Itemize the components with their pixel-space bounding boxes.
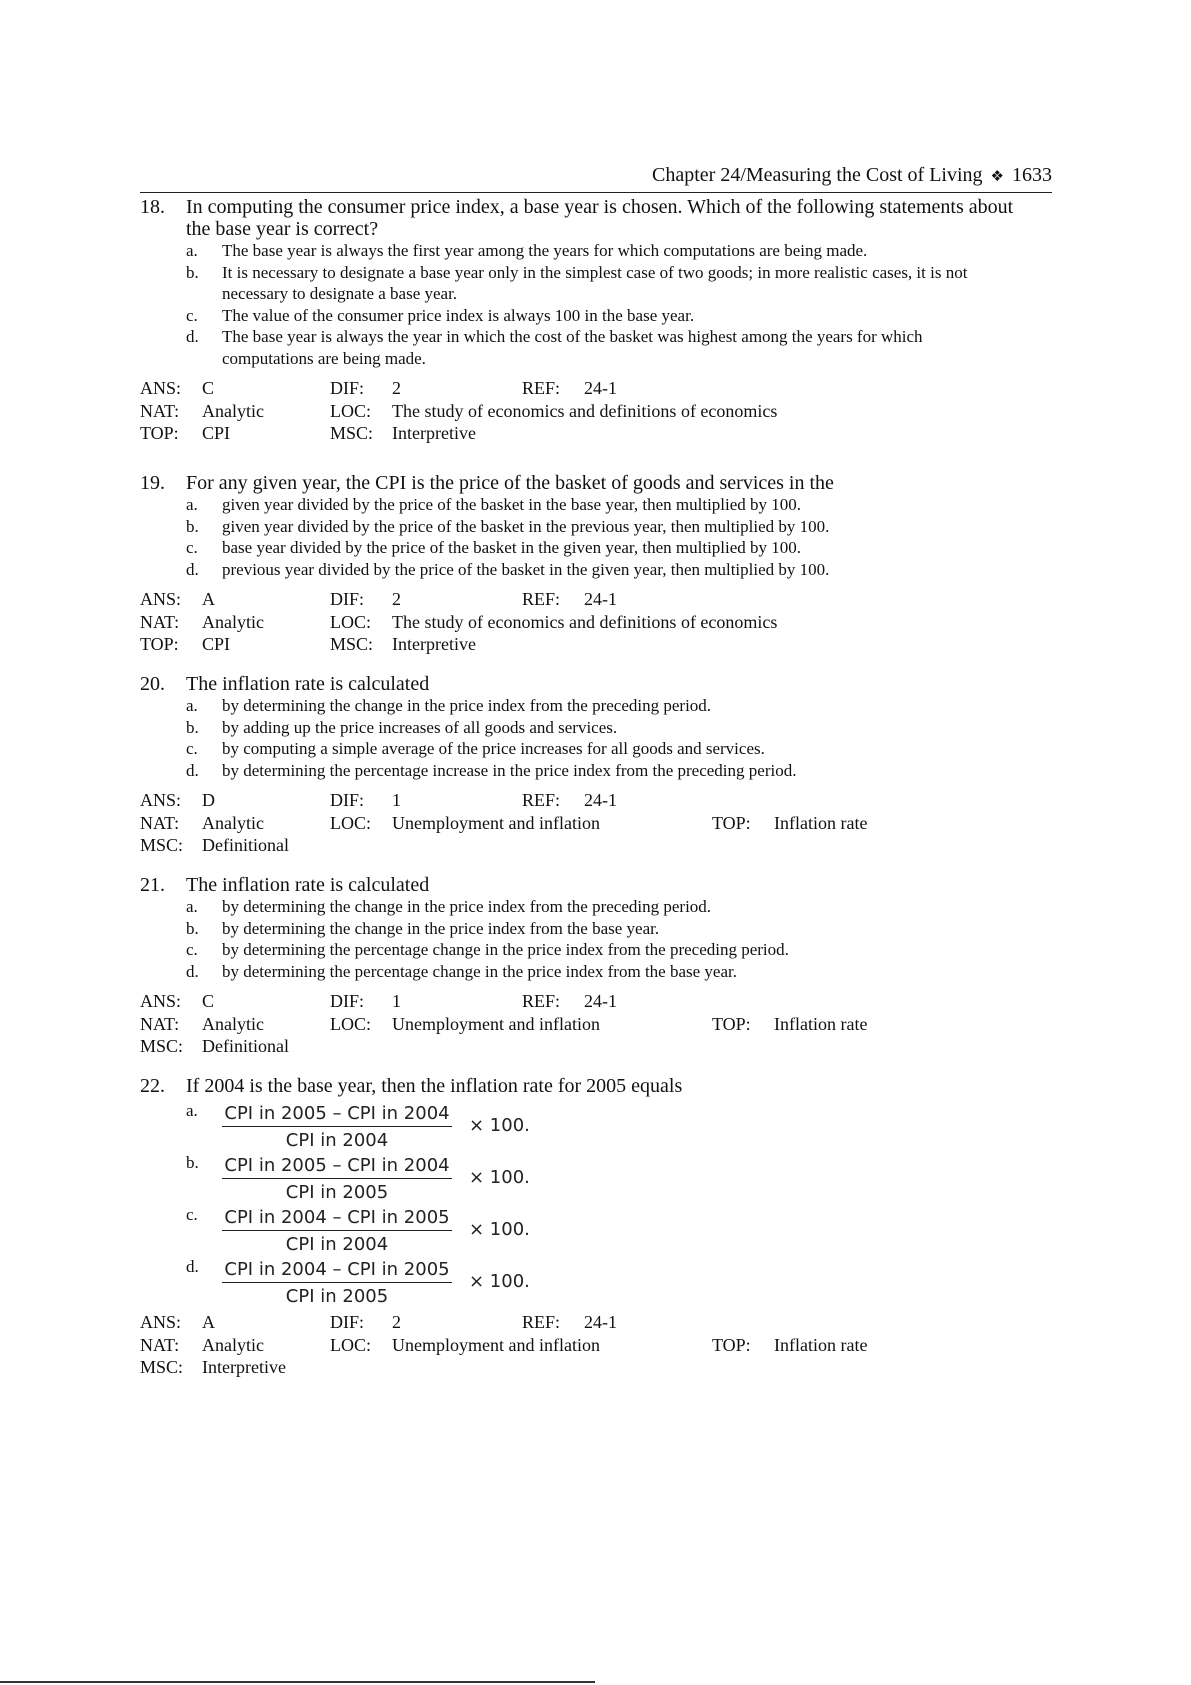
top-value: CPI <box>202 423 231 443</box>
option-text: by determining the change in the price index from the preceding period. <box>222 696 712 715</box>
question-text: In computing the consumer price index, a base year is chosen. Which of the following statements about the base year is correct? <box>186 196 1014 240</box>
option-letter: d. <box>186 961 199 981</box>
ans-value: A <box>202 589 215 609</box>
question-text: If 2004 is the base year, then the inflation rate for 2005 equals <box>186 1075 683 1097</box>
option-letter: d. <box>186 559 199 579</box>
nat-label: NAT: <box>140 1334 180 1355</box>
answer-option <box>186 760 1052 782</box>
nat-value: Analytic <box>202 611 264 632</box>
msc-value: Definitional <box>202 1036 289 1056</box>
dif-label: DIF: <box>330 589 365 609</box>
option-letter: b. <box>186 516 199 536</box>
loc-value: Unemployment and inflation <box>392 1013 600 1034</box>
option-letter: d. <box>186 327 199 346</box>
fraction <box>222 1103 530 1151</box>
top-value: Inflation rate <box>774 812 868 833</box>
option-text: It is necessary to designate a base year only in the simplest case of two goods; in more realistic cases, it is not necessary to designate a base year. <box>222 262 968 303</box>
option-text: by determining the percentage change in the price index from the base year. <box>222 961 737 981</box>
fraction-denominator: CPI in 2004 <box>285 1234 389 1255</box>
msc-value: Interpretive <box>392 634 476 654</box>
option-text: by computing a simple average of the price increases for all goods and services. <box>222 739 765 758</box>
answer-option <box>186 918 1052 940</box>
question-21 <box>140 874 1052 1058</box>
multiplier: × 100. <box>469 1219 530 1240</box>
answer-option <box>186 939 1052 961</box>
nat-value: Analytic <box>202 1013 264 1034</box>
question-metadata <box>140 789 1052 857</box>
question-19 <box>140 472 1052 656</box>
loc-value: Unemployment and inflation <box>392 812 600 833</box>
option-letter: b. <box>186 1153 199 1172</box>
msc-label: MSC: <box>140 835 184 855</box>
option-text: by determining the percentage increase in the price index from the preceding period. <box>222 760 797 780</box>
option-letter: c. <box>186 538 198 557</box>
top-label: TOP: <box>140 634 179 654</box>
question-number: 19. <box>140 472 165 494</box>
loc-label: LOC: <box>330 812 372 833</box>
nat-label: NAT: <box>140 400 180 421</box>
formula-option <box>186 1101 1052 1153</box>
answer-option <box>186 695 1052 717</box>
ans-value: C <box>202 991 215 1011</box>
ref-value: 24-1 <box>584 589 617 609</box>
answer-option <box>186 896 1052 918</box>
ref-label: REF: <box>522 589 561 609</box>
question-number: 18. <box>140 196 165 218</box>
ref-value: 24-1 <box>584 790 617 810</box>
header-text <box>652 164 1052 187</box>
fraction-denominator: CPI in 2005 <box>285 1182 389 1203</box>
fraction-numerator: CPI in 2004 – CPI in 2005 <box>222 1259 452 1283</box>
top-value: Inflation rate <box>774 1013 868 1034</box>
option-letter: a. <box>186 241 198 260</box>
dif-value: 1 <box>392 991 401 1011</box>
answer-option <box>186 494 1052 516</box>
ref-value: 24-1 <box>584 991 617 1011</box>
question-stem <box>140 874 1052 896</box>
page-number: 1633 <box>1012 164 1052 186</box>
ref-label: REF: <box>522 1312 561 1332</box>
answer-option <box>186 537 1052 559</box>
chapter-title: Chapter 24/Measuring the Cost of Living <box>652 164 983 186</box>
question-text: The inflation rate is calculated <box>186 874 430 896</box>
nat-value: Analytic <box>202 1334 264 1355</box>
answer-option <box>186 262 972 305</box>
answer-option <box>186 240 1052 262</box>
option-text: given year divided by the price of the basket in the previous year, then multiplied by 100. <box>222 516 830 536</box>
answer-option <box>186 559 1052 581</box>
fraction-numerator: CPI in 2005 – CPI in 2004 <box>222 1103 452 1127</box>
question-metadata <box>140 588 1052 656</box>
msc-label: MSC: <box>140 1036 184 1056</box>
option-letter: d. <box>186 760 199 780</box>
question-20 <box>140 673 1052 857</box>
nat-label: NAT: <box>140 812 180 833</box>
page-bottom-rule <box>0 1681 595 1683</box>
answer-option <box>186 961 1052 983</box>
answer-option <box>186 326 942 369</box>
nat-value: Analytic <box>202 400 264 421</box>
option-letter: c. <box>186 940 198 959</box>
top-label: TOP: <box>712 1334 751 1355</box>
ans-label: ANS: <box>140 378 182 398</box>
question-metadata <box>140 377 1052 445</box>
option-letter: a. <box>186 495 198 514</box>
ref-label: REF: <box>522 991 561 1011</box>
nat-label: NAT: <box>140 1013 180 1034</box>
question-number: 20. <box>140 673 165 695</box>
question-stem <box>140 472 1052 494</box>
option-text: base year divided by the price of the basket in the given year, then multiplied by 100. <box>222 538 802 557</box>
formula-option <box>186 1153 1052 1205</box>
msc-value: Definitional <box>202 835 289 855</box>
option-text: by adding up the price increases of all goods and services. <box>222 717 618 737</box>
fraction <box>222 1259 530 1307</box>
loc-value: Unemployment and inflation <box>392 1334 600 1355</box>
option-text: previous year divided by the price of the basket in the given year, then multiplied by 100. <box>222 559 830 579</box>
option-letter: c. <box>186 1205 198 1224</box>
question-stem <box>140 673 1052 695</box>
dif-label: DIF: <box>330 378 365 398</box>
answer-option <box>186 738 1052 760</box>
msc-label: MSC: <box>330 634 374 654</box>
msc-value: Interpretive <box>202 1357 286 1377</box>
dif-value: 2 <box>392 589 401 609</box>
dif-value: 2 <box>392 378 401 398</box>
dif-label: DIF: <box>330 790 365 810</box>
multiplier: × 100. <box>469 1167 530 1188</box>
ans-value: D <box>202 790 215 810</box>
question-metadata <box>140 990 1052 1058</box>
dif-value: 1 <box>392 790 401 810</box>
option-text: The base year is always the year in which the cost of the basket was highest among the years for which computations are being made. <box>222 327 923 368</box>
option-letter: c. <box>186 305 198 325</box>
option-letter: b. <box>186 918 199 938</box>
question-number: 22. <box>140 1075 165 1097</box>
ans-label: ANS: <box>140 991 182 1011</box>
question-text: For any given year, the CPI is the price of the basket of goods and services in the <box>186 472 834 494</box>
question-stem <box>140 196 1052 240</box>
option-text: by determining the percentage change in the price index from the preceding period. <box>222 940 789 959</box>
question-number: 21. <box>140 874 165 896</box>
option-letter: d. <box>186 1257 199 1276</box>
option-text: by determining the change in the price index from the preceding period. <box>222 897 712 916</box>
multiplier: × 100. <box>469 1115 530 1136</box>
page-header <box>140 160 1052 193</box>
ref-label: REF: <box>522 790 561 810</box>
msc-label: MSC: <box>330 423 374 443</box>
fraction-numerator: CPI in 2004 – CPI in 2005 <box>222 1207 452 1231</box>
question-22 <box>140 1075 1052 1379</box>
dif-label: DIF: <box>330 991 365 1011</box>
question-18 <box>140 196 1052 445</box>
diamond-icon: ❖ <box>990 167 1004 185</box>
formula-option <box>186 1205 1052 1257</box>
option-text: by determining the change in the price index from the base year. <box>222 918 660 938</box>
option-letter: a. <box>186 897 198 916</box>
loc-label: LOC: <box>330 400 372 421</box>
fraction-denominator: CPI in 2004 <box>285 1130 389 1151</box>
fraction <box>222 1207 530 1255</box>
top-label: TOP: <box>712 1013 751 1034</box>
answer-option <box>186 717 1052 739</box>
top-label: TOP: <box>712 812 751 833</box>
question-stem <box>140 1075 1052 1097</box>
top-value: CPI <box>202 634 231 654</box>
fraction-denominator: CPI in 2005 <box>285 1286 389 1307</box>
dif-label: DIF: <box>330 1312 365 1332</box>
msc-label: MSC: <box>140 1357 184 1377</box>
top-value: Inflation rate <box>774 1334 868 1355</box>
fraction <box>222 1155 530 1203</box>
ans-value: C <box>202 378 215 398</box>
ref-value: 24-1 <box>584 378 617 398</box>
option-letter: a. <box>186 696 198 715</box>
nat-value: Analytic <box>202 812 264 833</box>
ref-label: REF: <box>522 378 561 398</box>
question-metadata <box>140 1311 1052 1379</box>
loc-label: LOC: <box>330 1334 372 1355</box>
multiplier: × 100. <box>469 1271 530 1292</box>
ans-value: A <box>202 1312 215 1332</box>
question-text: The inflation rate is calculated <box>186 673 430 695</box>
loc-value: The study of economics and definitions of economics <box>392 400 778 421</box>
option-letter: c. <box>186 739 198 758</box>
ans-label: ANS: <box>140 589 182 609</box>
option-letter: a. <box>186 1101 198 1120</box>
msc-value: Interpretive <box>392 423 476 443</box>
formula-option <box>186 1257 1052 1309</box>
loc-label: LOC: <box>330 1013 372 1034</box>
option-text: The base year is always the first year among the years for which computations are being made. <box>222 241 868 260</box>
loc-value: The study of economics and definitions of economics <box>392 611 778 632</box>
dif-value: 2 <box>392 1312 401 1332</box>
answer-option <box>186 305 1052 327</box>
answer-option <box>186 516 1052 538</box>
fraction-numerator: CPI in 2005 – CPI in 2004 <box>222 1155 452 1179</box>
option-text: given year divided by the price of the basket in the base year, then multiplied by 100. <box>222 495 802 514</box>
top-label: TOP: <box>140 423 179 443</box>
loc-label: LOC: <box>330 611 372 632</box>
option-text: The value of the consumer price index is always 100 in the base year. <box>222 305 695 325</box>
nat-label: NAT: <box>140 611 180 632</box>
ans-label: ANS: <box>140 790 182 810</box>
ans-label: ANS: <box>140 1312 182 1332</box>
ref-value: 24-1 <box>584 1312 617 1332</box>
option-letter: b. <box>186 262 199 282</box>
option-letter: b. <box>186 717 199 737</box>
